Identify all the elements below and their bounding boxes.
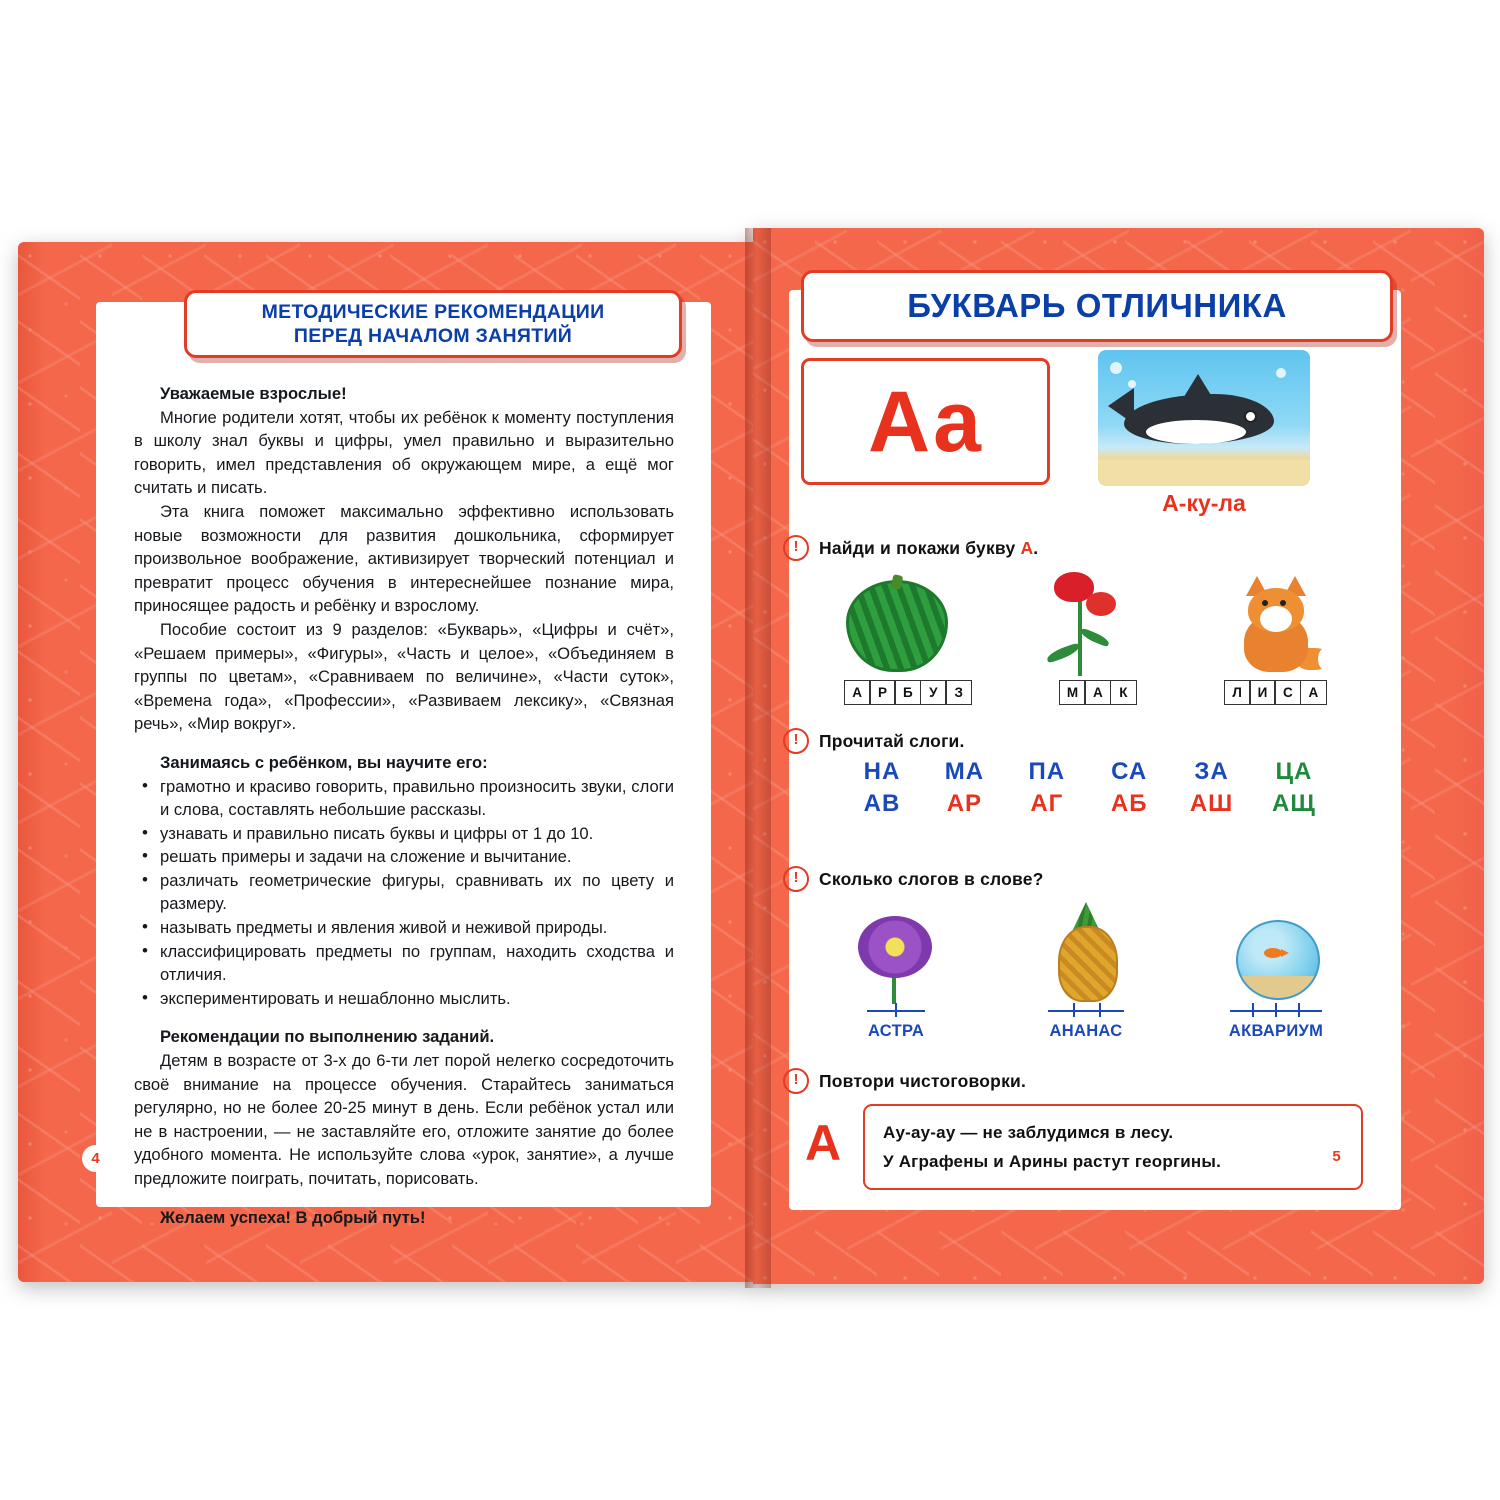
poppy-illustration — [1028, 566, 1144, 676]
exclamation-icon: ! — [783, 535, 809, 561]
letter-cell: А — [844, 680, 871, 705]
word-mak — [1061, 680, 1137, 705]
letter-cell: К — [1110, 680, 1137, 705]
page-number-right: 5 — [1323, 1143, 1350, 1170]
letter-cell: А — [1084, 680, 1111, 705]
letter-cell: И — [1249, 680, 1276, 705]
banner-line-2: ПЕРЕД НАЧАЛОМ ЗАНЯТИЙ — [293, 325, 573, 347]
letter-cell: С — [1274, 680, 1301, 705]
syllable: ПА — [1028, 758, 1066, 785]
list-item: • классифицировать предметы по группам, находить сходства и отличия. — [134, 940, 674, 987]
right-page-banner — [801, 270, 1393, 342]
syllable: ЗА — [1194, 758, 1229, 785]
task-2-label: Прочитай слоги. — [819, 730, 965, 751]
picture-caption: А-ку-ла — [1162, 490, 1246, 516]
syllable-count-marks — [801, 1010, 1371, 1041]
aster-flower-illustration — [844, 904, 948, 1004]
syllable-mark-akvarium — [1216, 1010, 1336, 1041]
paragraph-1: Многие родители хотят, чтобы их ребёнок к моменту поступления в школу знал буквы и цифры, умел правильно и выразительно говорить, имел представления об окружающем мире, а ещё мог считать и писать. — [134, 407, 674, 498]
letter-cell: А — [1300, 680, 1327, 705]
task-4 — [783, 1068, 1026, 1094]
page-title: БУКВАРЬ ОТЛИЧНИКА — [907, 287, 1287, 324]
fox-illustration — [1218, 566, 1334, 676]
skills-list — [134, 775, 674, 1011]
word-lisa — [1225, 680, 1327, 705]
exclamation-icon: ! — [783, 866, 809, 892]
syllable: АШ — [1189, 790, 1234, 817]
shark-illustration — [1098, 350, 1310, 486]
closing-line: Желаем успеха! В добрый путь! — [160, 1207, 426, 1227]
paragraph-3: Пособие состоит из 9 разделов: «Букварь», «Цифры и счёт», «Решаем примеры», «Фигуры», «Часть и целое», «Объединяем в группы по цветам», «Сравниваем по величине», «Части суток», «Времена года», «Профессии», «Развиваем лексику», «Связная речь», «Мир вокруг». — [134, 619, 674, 734]
list-item: • грамотно и красиво говорить, правильно произносить звуки, слоги и слова, составлять небольшие рассказы. — [134, 775, 674, 822]
syllable: АЩ — [1272, 790, 1316, 817]
letter-cell: З — [945, 680, 972, 705]
syllable: НА — [863, 758, 901, 785]
task-1-label: Найди и покажи букву А. — [819, 537, 1039, 558]
list-item: • узнавать и правильно писать буквы и цифры от 1 до 10. — [134, 822, 674, 846]
find-letter-words — [801, 680, 1371, 705]
syllable: АБ — [1110, 790, 1148, 817]
word-label: АСТРА — [867, 1022, 925, 1040]
banner-line-1: МЕТОДИЧЕСКИЕ РЕКОМЕНДАЦИИ — [261, 301, 605, 323]
syllables-row-2 — [853, 790, 1323, 818]
list-item: • решать примеры и задачи на сложение и вычитание. — [134, 845, 674, 869]
syllable-count-pictures — [801, 900, 1371, 1004]
task-3 — [783, 866, 1044, 892]
paragraph-2: Эта книга поможет максимально эффективно использовать новые возможности для развития дошкольника, сформирует произвольное воображение, активизирует творческий потенциал и превратит процесс обучения в интереснейшее познание мира, приносящее радость и ребёнку и взрослому. — [134, 501, 674, 616]
left-page-text — [134, 382, 674, 1229]
open-book — [18, 228, 1484, 1288]
syllable: АВ — [863, 790, 901, 817]
letter-cell: Р — [869, 680, 896, 705]
exclamation-icon: ! — [783, 728, 809, 754]
page-number-left: 4 — [82, 1145, 109, 1172]
tongue-twister-box — [863, 1104, 1363, 1190]
tongue-twister-line-2: У Аграфены и Арины растут георгины. — [883, 1152, 1222, 1171]
letter-cell: У — [920, 680, 947, 705]
word-label: АНАНАС — [1049, 1022, 1123, 1040]
watermelon-illustration — [838, 566, 954, 676]
syllable-mark-astra — [836, 1010, 956, 1041]
left-page — [18, 242, 753, 1282]
syllable: АГ — [1030, 790, 1064, 817]
syllable: ЦА — [1275, 758, 1313, 785]
list-item: • называть предметы и явления живой и неживой природы. — [134, 916, 674, 940]
letter-cell: М — [1059, 680, 1086, 705]
syllables-row-1 — [853, 758, 1323, 786]
find-letter-pictures — [801, 564, 1371, 676]
letter-card-text: Аа — [868, 373, 983, 470]
pineapple-illustration — [1034, 904, 1138, 1004]
syllables-table — [853, 758, 1323, 818]
task-3-label: Сколько слогов в слове? — [819, 868, 1044, 889]
recommendations-title: Рекомендации по выполнению заданий. — [160, 1027, 495, 1047]
left-page-banner — [184, 290, 682, 358]
word-label: АКВАРИУМ — [1228, 1022, 1324, 1040]
list-item: • различать геометрические фигуры, сравнивать их по цвету и размеру. — [134, 869, 674, 916]
letter-cell: Б — [894, 680, 921, 705]
syllable: МА — [944, 758, 985, 785]
right-page — [753, 228, 1484, 1284]
aquarium-illustration — [1224, 904, 1328, 1004]
syllable-mark-ananas — [1026, 1010, 1146, 1041]
recommendations-text: Детям в возрасте от 3-х до 6-ти лет порой нелегко сосредоточить своё внимание на процессе обучения. Старайтесь заниматься регулярно, но не более 20-25 минут в день. Если ребёнок устал или не в настроении, — не заставляйте его, отложите занятие до более удобного момента. Не используйте слова «урок, занятие», а лучше предложите поиграть, почитать, порисовать. — [134, 1051, 674, 1188]
exclamation-icon: ! — [783, 1068, 809, 1094]
word-arbuz — [845, 680, 972, 705]
greeting: Уважаемые взрослые! — [160, 384, 347, 403]
task-4-label: Повтори чистоговорки. — [819, 1070, 1027, 1091]
shark-shape — [1124, 372, 1284, 460]
list-item: • экспериментировать и нешаблонно мыслить. — [134, 987, 674, 1011]
syllable: СА — [1111, 758, 1148, 785]
skills-title: Занимаясь с ребёнком, вы научите его: — [160, 752, 488, 772]
syllable: АР — [946, 790, 983, 817]
task-1 — [783, 535, 1038, 561]
letter-card — [801, 358, 1050, 485]
tongue-twister-letter: А — [805, 1115, 842, 1171]
task-2 — [783, 728, 965, 754]
tongue-twister-line-1: Ау-ау-ау — не заблудимся в лесу. — [883, 1123, 1174, 1142]
letter-cell: Л — [1224, 680, 1251, 705]
